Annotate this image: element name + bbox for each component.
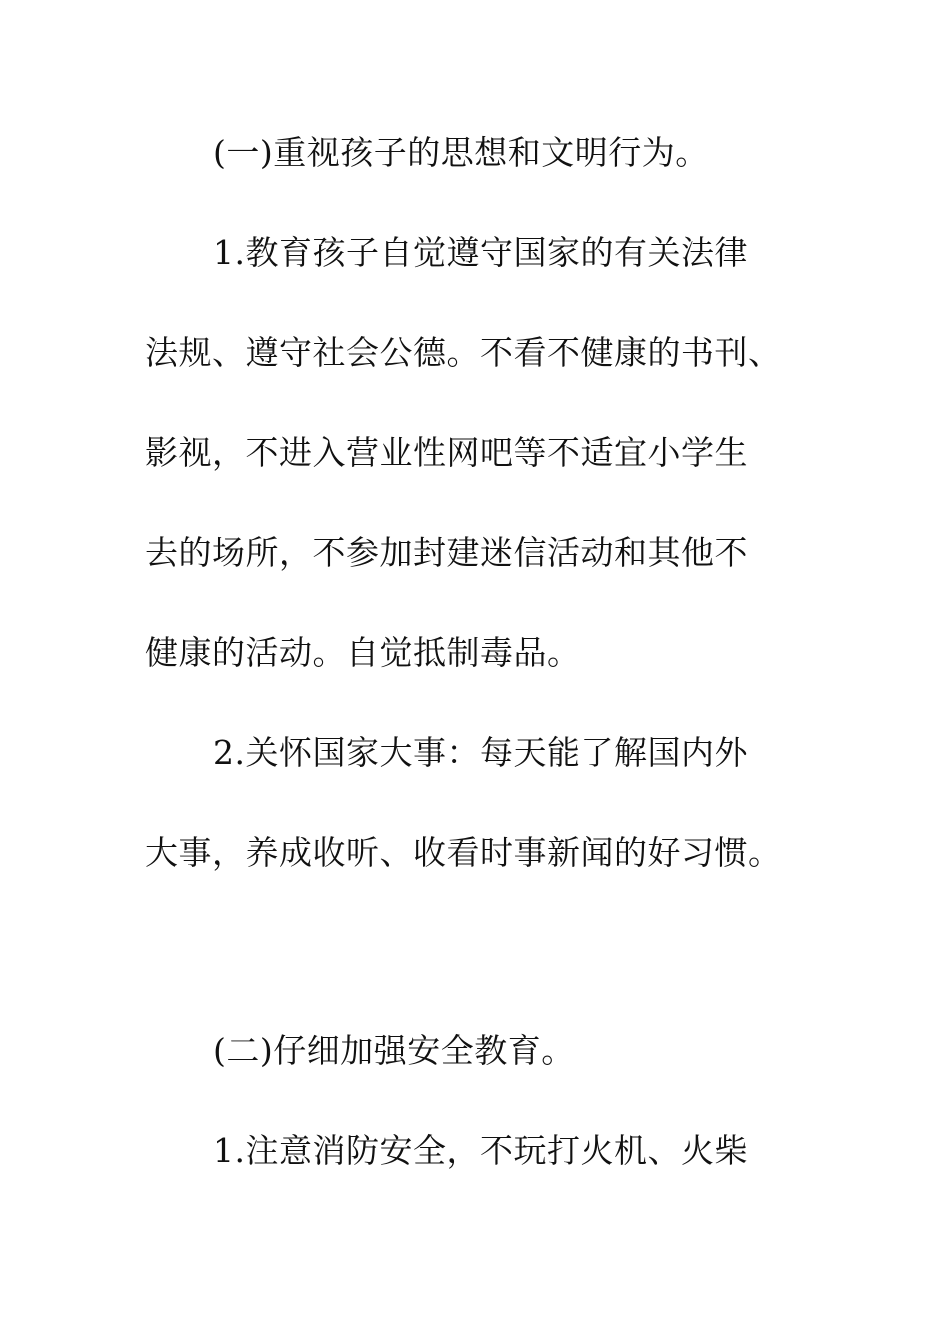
paragraph-line: 法规、遵守社会公德。不看不健康的书刊、 (145, 333, 782, 372)
section-heading-2: (二)仔细加强安全教育。 (213, 1031, 575, 1070)
section-heading-1: (一)重视孩子的思想和文明行为。 (213, 133, 709, 172)
paragraph-line: 影视，不进入营业性网吧等不适宜小学生 (145, 433, 748, 472)
paragraph-line: 1.注意消防安全，不玩打火机、火柴 (213, 1131, 748, 1170)
paragraph-line: 大事，养成收听、收看时事新闻的好习惯。 (145, 833, 782, 872)
paragraph-line: 去的场所，不参加封建迷信活动和其他不 (145, 533, 748, 572)
paragraph-line: 1.教育孩子自觉遵守国家的有关法律 (213, 233, 748, 272)
paragraph-line: 2.关怀国家大事：每天能了解国内外 (213, 733, 748, 772)
paragraph-line: 健康的活动。自觉抵制毒品。 (145, 633, 581, 672)
